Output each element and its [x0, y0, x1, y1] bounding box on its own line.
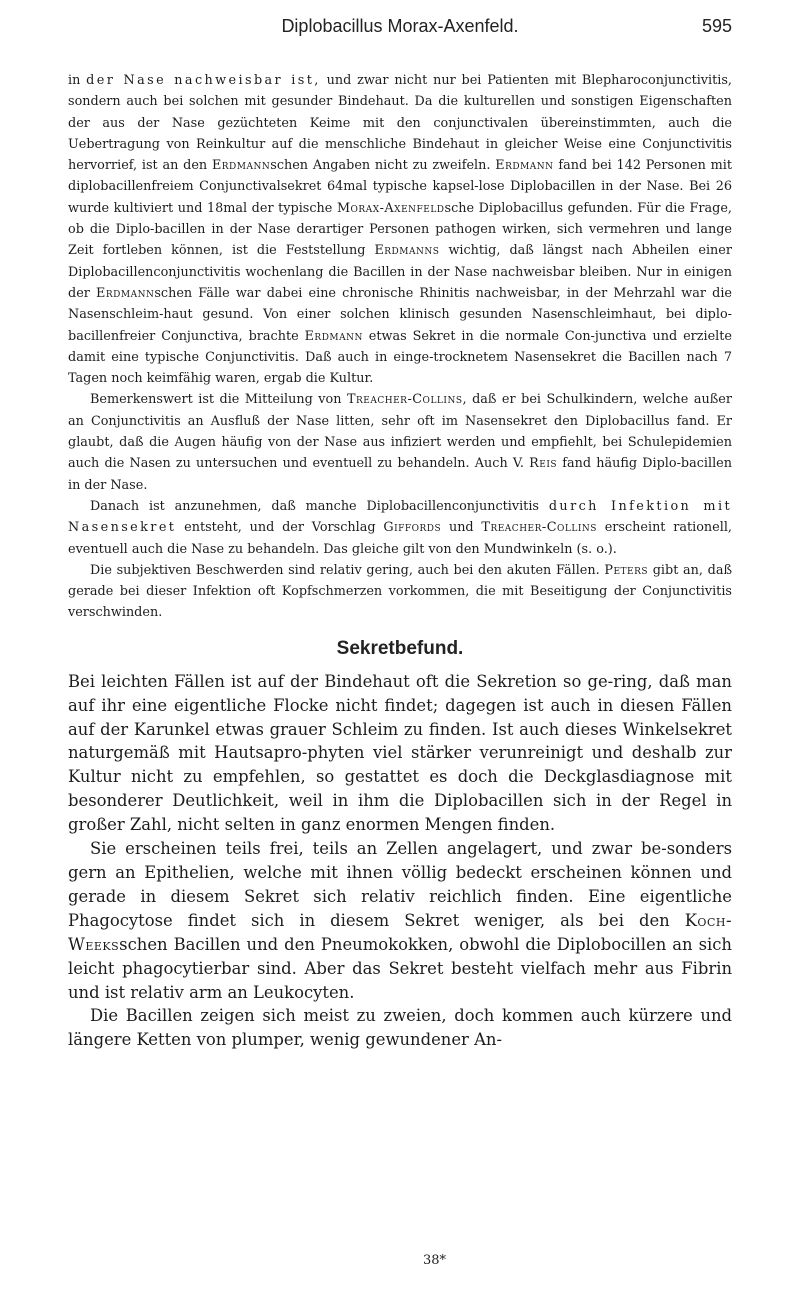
text-run: und: [441, 520, 482, 536]
author-name: Morax-Axenfeld: [336, 200, 445, 216]
page-number: 595: [701, 16, 732, 36]
author-name: Giffords: [383, 520, 442, 536]
text-run: etwas Sekret in die normale Con-junctiva und erzielte damit eine typische Conjunctivitis. Daß auch in einge-trocknetem Nasensekret die Bacillen nach 7 Tagen noch keimfähig waren, ergab die Kultur.: [68, 328, 732, 387]
text-run: Die subjektiven Beschwerden sind relativ gering, auch bei den akuten Fällen.: [90, 562, 605, 578]
author-name: Erdmann: [495, 158, 554, 174]
paragraph-bacilli-arrangement: Die Bacillen zeigen sich meist zu zweien, doch kommen auch kürzere und längere Ketten von plumper, wenig gewundener An-: [68, 1006, 732, 1050]
text-run: und zwar nicht nur bei Patienten mit Blepharoconjunctivitis, sondern auch bei solchen mit gesunder Bindehaut. Da die kulturellen und sonstigen Eigenschaften der aus der Nase gezüchteten Keime mit den conjunctivalen übereinstimmten, auch die Uebertragung von Reinkultur auf die menschliche Bindehaut in gleicher Weise eine Conjunctivitis hervorrief, ist an den: [68, 73, 733, 174]
text-run: sche Diplobacillus gefunden. Für die Frage, ob die Diplo-bacillen in der Nase derartiger Personen pathogen wirken, sich vermehren und lange Zeit fortleben können, ist die Feststellung: [68, 200, 732, 259]
author-name: Peters: [604, 562, 649, 578]
paragraph-infection-route: [68, 496, 732, 560]
author-name: Erdmann: [304, 328, 363, 344]
text-run: Sie erscheinen teils frei, teils an Zellen angelagert, und zwar be-sonders gern an Epithelien, welche mit ihnen völlig bedeckt erscheinen können und gerade in diesem Sekret sich relativ reichlich finden. Eine eigentliche Phagocytose findet sich in diesem Sekret weniger, als bei den: [68, 839, 732, 930]
author-name: Reis: [529, 456, 558, 472]
text-run: wichtig, daß längst nach Abheilen einer Diplobacillenconjunctivitis wochenlang die Bacillen in der Nase nachweisbar bleiben. Nur in einigen der: [68, 243, 732, 301]
spaced-emphasis: der Nase nachweisbar ist,: [86, 73, 321, 88]
text-run: gibt an, daß gerade bei dieser Infektion oft Kopfschmerzen vorkommen, die mit Beseitigung der Conjunctivitis verschwinden.: [68, 562, 732, 621]
paragraph-subjective-complaints: [68, 560, 732, 624]
text-run: schen Bacillen und den Pneumokokken, obwohl die Diplobocillen an sich leicht phagocytierbar sind. Aber das Sekret besteht vielfach mehr aus Fibrin und ist relativ arm an Leukocyten.: [68, 934, 732, 1002]
paragraph-mild-cases: Bei leichten Fällen ist auf der Bindehaut oft die Sekretion so ge-ring, daß man auf ihr eine eigentliche Flocke nicht findet; dagegen ist auch in diesen Fällen auf der Karunkel etwas grauer Schleim zu finden. Ist auch dieses Winkelsekret naturgemäß mit Hautsapro-phyten viel stärker verunreinigt und deshalb zur Kultur nicht zu empfehlen, so gestattet es doch die Deckglasdiagnose mit besonderer Deutlichkeit, weil in ihm die Diplobacillen sich in der Regel in großer Zahl, nicht selten in ganz enormen Mengen finden.: [68, 671, 732, 835]
author-name: Treacher-Collins: [346, 392, 463, 408]
text-run: Danach ist anzunehmen, daß manche Diplobacillenconjunctivitis: [90, 498, 549, 514]
author-name: Treacher-Collins: [481, 520, 597, 536]
text-run: schen Angaben nicht zu zweifeln.: [270, 158, 496, 174]
paragraph-nasal-detection: [68, 70, 732, 389]
text-run: fand bei 142 Personen mit diplobacillenfreiem Conjunctivalsekret 64mal typische kapsel-lose Diplobacillen in der Nase. Bei 26 wurde kultiviert und 18mal der typische: [68, 158, 732, 216]
author-name: Koch-Weeks: [68, 910, 732, 954]
large-print-block: [68, 670, 732, 1053]
spaced-emphasis: durch Infektion mit Nasensekret: [68, 498, 733, 536]
signature-mark: 38*: [423, 1253, 447, 1268]
text-run: in: [68, 73, 87, 88]
running-title: Diplobacillus Morax-Axenfeld.: [281, 16, 519, 36]
text-run: fand häufig Diplo-bacillen in der Nase.: [68, 456, 732, 493]
text-run: erscheint rationell, eventuell auch die Nase zu behandeln. Das gleiche gilt von den Mundwinkeln (s. o.).: [68, 520, 732, 557]
small-print-block: [68, 70, 732, 624]
paragraph-treacher-collins: [68, 389, 732, 495]
text-run: schen Fälle war dabei eine chronische Rhinitis nachweisbar, in der Mehrzahl war die Nasenschleim-haut gesund. Von einer solchen klinisch gesunden Nasenschleimhaut, bei diplo-bacillenfreier Conjunctiva, brachte: [68, 285, 733, 344]
author-name: Erdmanns: [374, 243, 440, 259]
section-heading: Sekretbefund.: [336, 637, 464, 659]
text-run: Bemerkenswert ist die Mitteilung von: [90, 392, 347, 408]
text-run: entsteht, und der Vorschlag: [176, 520, 384, 536]
author-name: Erdmann: [211, 158, 271, 174]
author-name: Erdmann: [96, 285, 155, 301]
paragraph-phagocytosis: [68, 837, 732, 1004]
text-run: , daß er bei Schulkindern, welche außer an Conjunctivitis an Ausfluß der Nase litten, sehr oft im Nasensekret den Diplobacillus fand. Er glaubt, daß die Augen häufig von der Nase aus infiziert werden und empfiehlt, bei Schulepidemien auch die Nasen zu untersuchen und eventuell zu behandeln. Auch V.: [68, 392, 732, 472]
page-header: [68, 16, 732, 72]
